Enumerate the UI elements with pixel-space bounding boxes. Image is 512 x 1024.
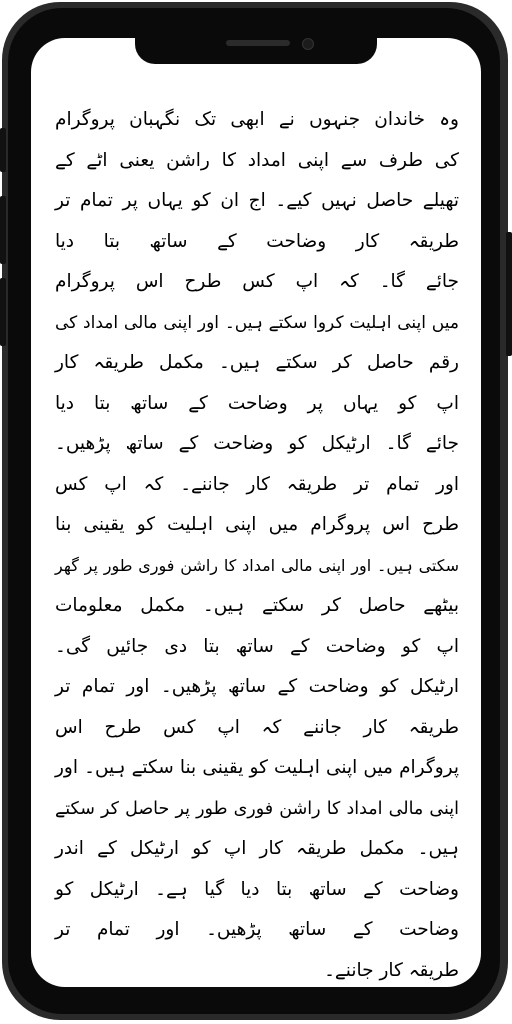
front-camera-icon [302,38,314,50]
volume-up-button [0,196,6,264]
phone-screen[interactable] [31,38,481,987]
article-line: اپنی مالی امداد کا راشن فوری طور پر حاصل کر سکتے [55,798,459,819]
article-line: طریقہ کار جاننے کہ اپ کس طرح اس [55,716,459,738]
article-line: کی طرف سے اپنی امداد کا راشن یعنی اٹے کے [55,149,459,171]
article-line: طریقہ کار وضاحت کے ساتھ بتا دیا [55,230,459,252]
article-line: اپ کو یہاں پر وضاحت کے ساتھ بتا دیا [55,392,459,414]
article-line: وضاحت کے ساتھ بتا دیا گیا ہے۔ ارٹیکل کو [55,878,459,900]
phone-notch [135,28,377,64]
article-line: ارٹیکل کو وضاحت کے ساتھ پڑھیں۔ اور تمام تر [55,676,459,697]
article-line: طریقہ کار جاننے۔ [324,959,459,981]
article-line: طرح اس پروگرام میں اپنی اہلیت کو یقینی بنا [55,514,459,535]
article-line: سکتی ہیں۔ اور اپنی مالی امداد کا راشن فوری طور پر گھر [55,555,459,575]
article-line: میں اپنی اہلیت کروا سکتے ہیں۔ اور اپنی مالی امداد کی [55,312,459,333]
article-line: اپ کو وضاحت کے ساتھ بتا دی جائیں گی۔ [55,635,459,657]
article-line: پروگرام میں اپنی اہلیت کو یقینی بنا سکتے ہیں۔ اور [55,757,459,778]
article-line: اور تمام تر طریقہ کار جاننے۔ کہ اپ کس [55,473,459,495]
volume-down-button [0,278,6,346]
article-line: جائے گا۔ کہ اپ کس طرح اس پروگرام [55,271,459,292]
article-line: جائے گا۔ ارٹیکل کو وضاحت کے ساتھ پڑھیں۔ [55,433,459,454]
power-button [506,232,512,356]
article-line: وضاحت کے ساتھ پڑھیں۔ اور تمام تر [55,919,459,940]
article-line: تھیلے حاصل نہیں کیے۔ اج ان کو یہاں پر تمام تر [55,190,459,211]
article-line: بیٹھے حاصل کر سکتے ہیں۔ مکمل معلومات [55,595,459,616]
mute-switch [0,128,6,172]
article-line: ہیں۔ مکمل طریقہ کار اپ کو ارٹیکل کے اندر [55,838,459,859]
article-text [55,100,459,987]
article-line: وہ خاندان جنہوں نے ابھی تک نگہبان پروگرام [55,109,459,130]
article-line: رقم حاصل کر سکتے ہیں۔ مکمل طریقہ کار [55,352,459,373]
earpiece-speaker [226,40,290,46]
